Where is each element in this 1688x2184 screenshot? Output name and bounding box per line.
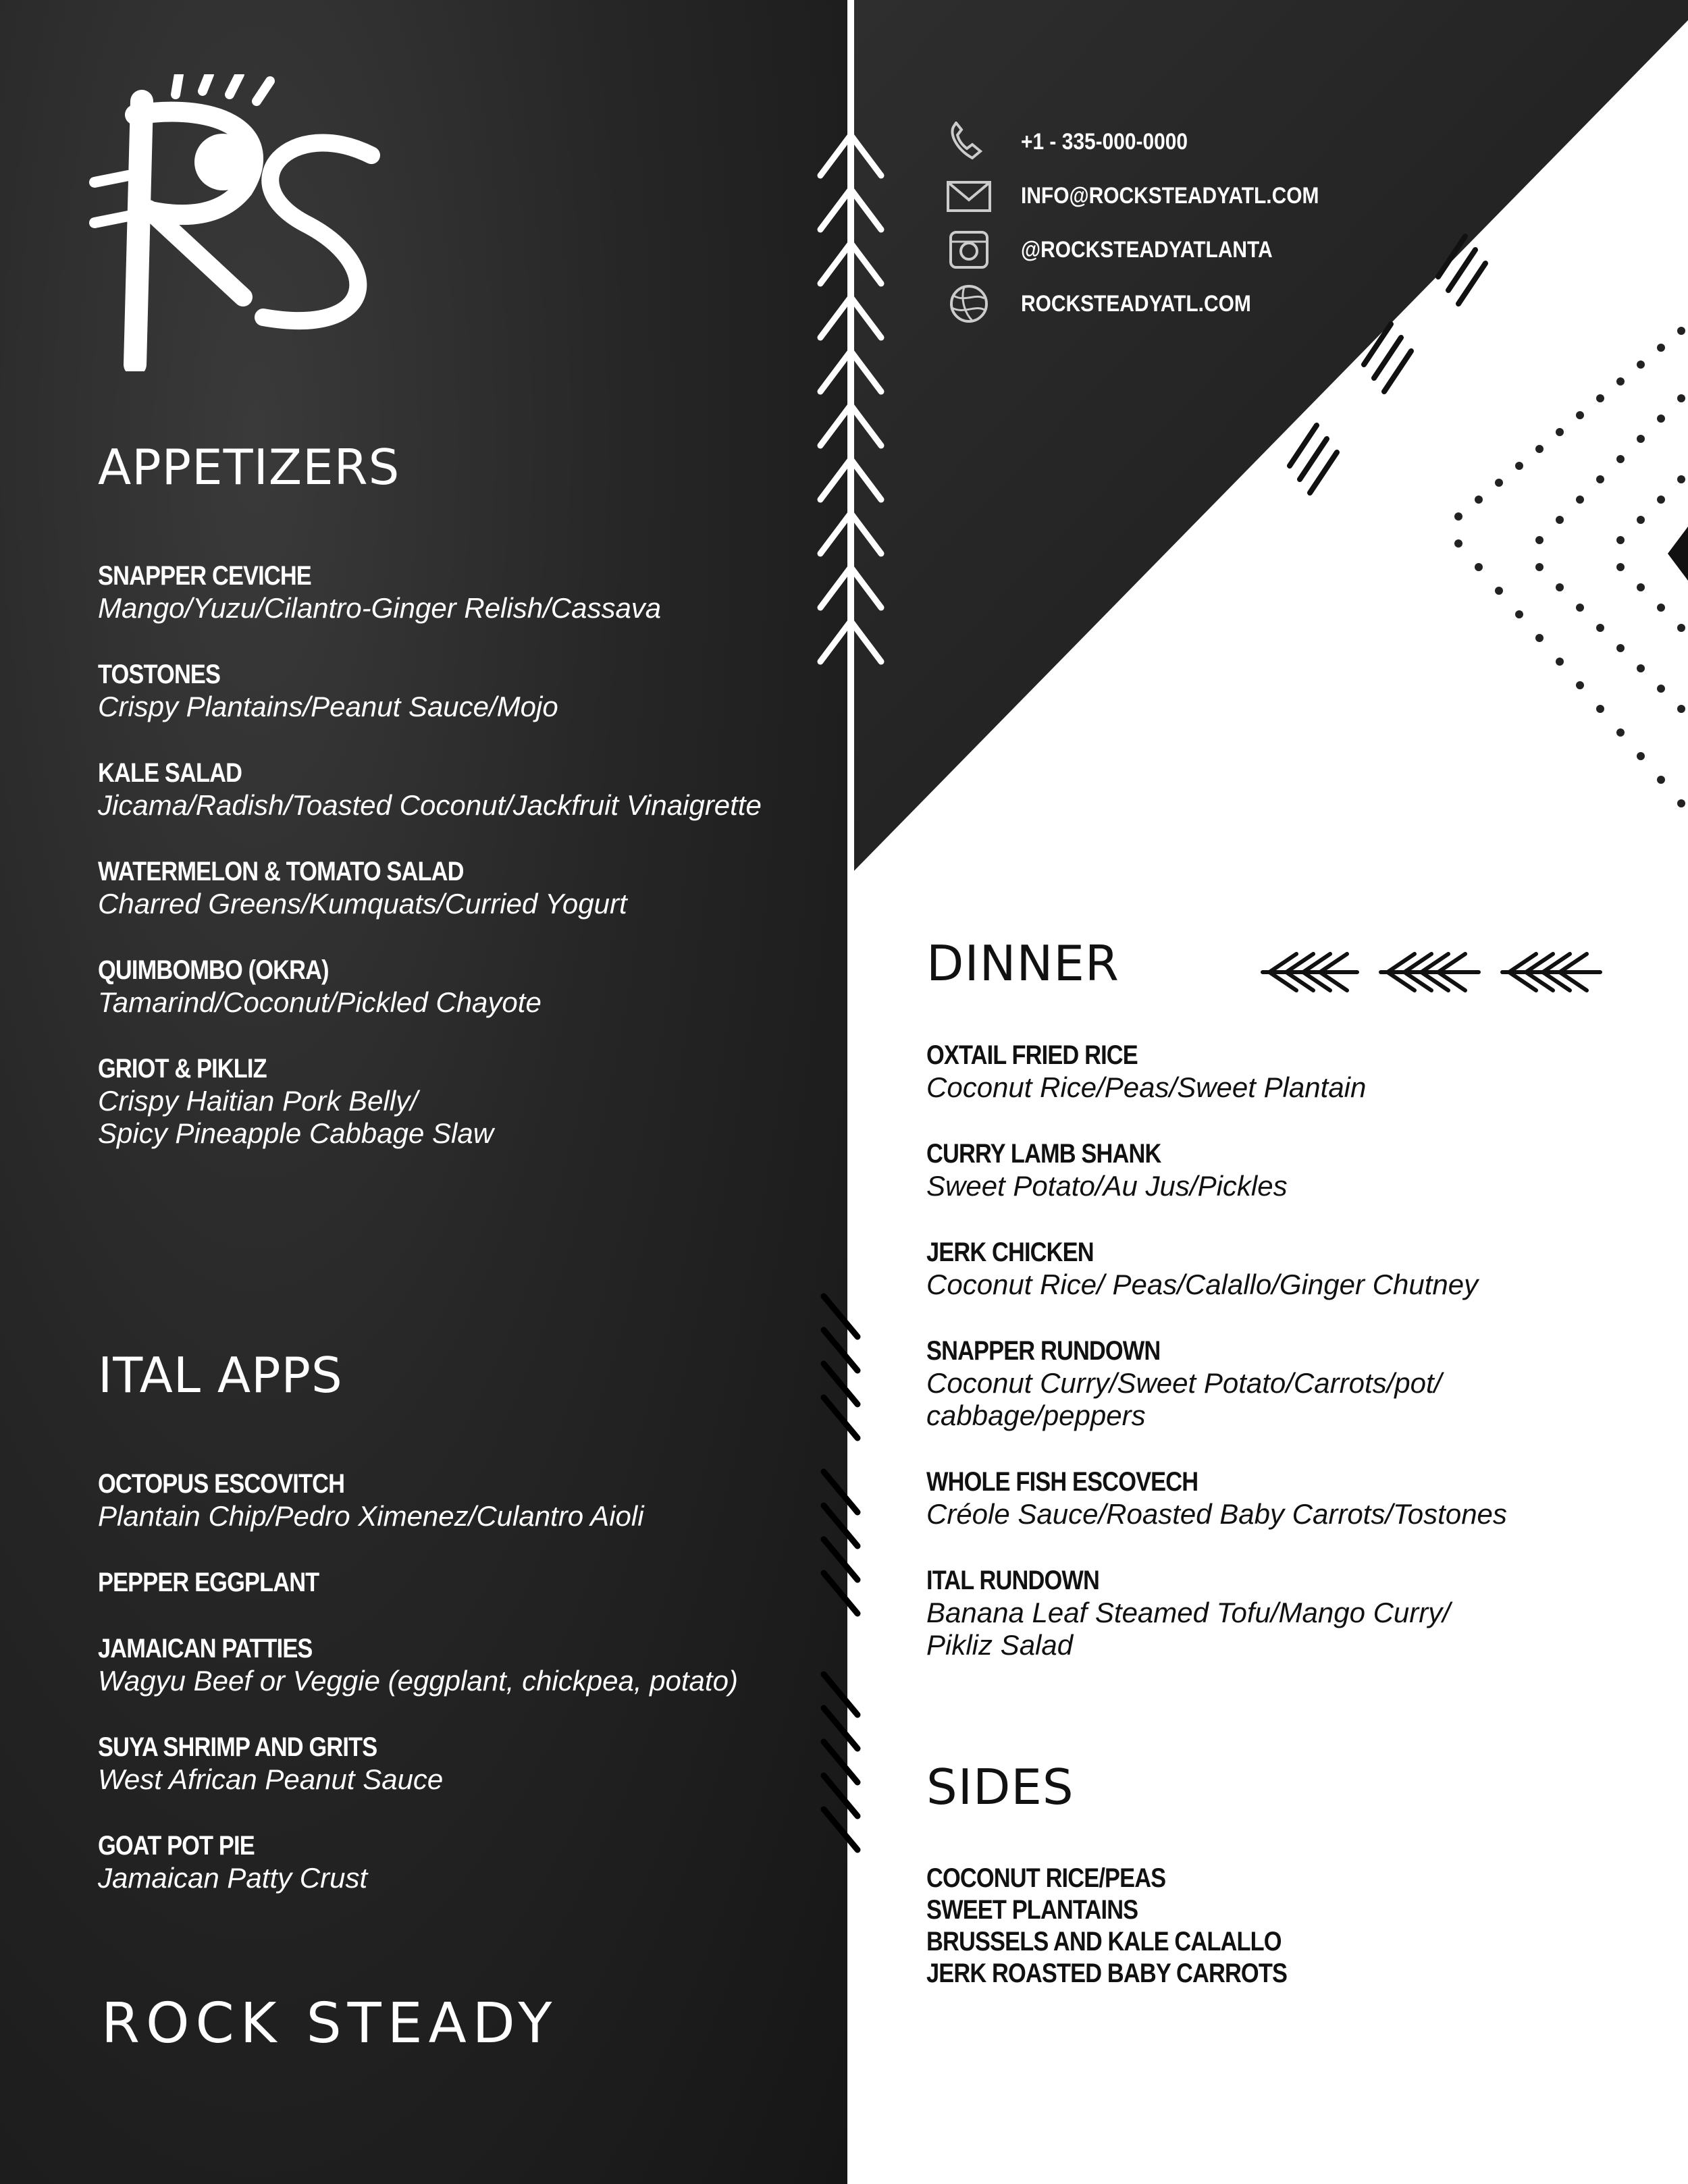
side-item: SWEET PLANTAINS [926,1895,1138,1925]
contact-instagram[interactable] [945,223,1360,277]
menu-item [98,1566,807,1599]
dinner-title: DINNER [926,935,1119,992]
email-text: INFO@ROCKSTEADYATL.COM [1021,182,1319,209]
appetizers-section [98,439,807,1183]
side-item: JERK ROASTED BABY CARROTS [926,1959,1288,1988]
item-description: West African Peanut Sauce [98,1763,444,1795]
item-name: SNAPPER CEVICHE [98,561,311,591]
dotted-pattern-icon [1438,311,1688,824]
website-text: ROCKSTEADYATL.COM [1021,290,1251,317]
sides-title: SIDES [926,1759,1074,1815]
item-description: Sweet Potato/Au Jus/Pickles [926,1170,1288,1202]
item-name: OXTAIL FRIED RICE [926,1040,1138,1070]
menu-item [926,1564,1669,1661]
item-description: Créole Sauce/Roasted Baby Carrots/Tostones [926,1498,1507,1530]
menu-item [98,1731,807,1796]
instagram-icon [945,230,993,270]
item-name: GOAT POT PIE [98,1831,255,1861]
item-description: Mango/Yuzu/Cilantro-Ginger Relish/Cassava [98,592,662,624]
contact-website[interactable] [945,277,1360,331]
menu-item [98,658,807,723]
item-name: JERK CHICKEN [926,1237,1094,1267]
side-item: BRUSSELS AND KALE CALALLO [926,1927,1282,1956]
item-name: PEPPER EGGPLANT [98,1568,319,1597]
item-name: SUYA SHRIMP AND GRITS [98,1732,377,1762]
menu-item [98,1468,807,1533]
dinner-section [926,935,1669,1695]
menu-item [98,855,807,920]
item-description: Coconut Rice/Peas/Sweet Plantain [926,1071,1367,1103]
ital-apps-title: ITAL APPS [98,1347,343,1404]
item-name: TOSTONES [98,660,221,689]
menu-item [98,954,807,1019]
contact-phone[interactable] [945,115,1360,169]
item-name: OCTOPUS ESCOVITCH [98,1469,345,1499]
item-description: Jicama/Radish/Toasted Coconut/Jackfruit Vinaigrette [98,789,762,821]
menu-item [98,560,807,624]
item-description: Crispy Haitian Pork Belly/ Spicy Pineapple Cabbage Slaw [98,1085,494,1149]
left-arrows-icon [1256,949,1607,996]
item-description: Coconut Rice/ Peas/Calallo/Ginger Chutney [926,1269,1479,1300]
mail-icon [945,176,993,216]
instagram-text: @ROCKSTEADYATLANTA [1021,236,1273,263]
rs-logo [88,74,425,371]
appetizers-title: APPETIZERS [98,439,400,496]
item-name: WATERMELON & TOMATO SALAD [98,857,464,886]
item-description: Wagyu Beef or Veggie (eggplant, chickpea, potato) [98,1665,738,1697]
item-description: Jamaican Patty Crust [98,1862,368,1894]
menu-item [926,1138,1669,1202]
menu-item [98,1632,807,1697]
item-description: Charred Greens/Kumquats/Curried Yogurt [98,888,627,920]
item-name: CURRY LAMB SHANK [926,1139,1161,1169]
item-description: Coconut Curry/Sweet Potato/Carrots/pot/ cabbage/peppers [926,1367,1442,1431]
item-name: SNAPPER RUNDOWN [926,1336,1161,1366]
menu-item [98,757,807,822]
phone-text: +1 - 335-000-0000 [1021,128,1188,155]
menu-item [98,1053,807,1150]
item-description: Tamarind/Coconut/Pickled Chayote [98,986,542,1018]
menu-item [926,1039,1669,1104]
menu-item [926,1335,1669,1432]
globe-icon [945,284,993,324]
sides-section [926,1759,1669,1990]
item-name: QUIMBOMBO (OKRA) [98,955,329,985]
item-name: GRIOT & PIKLIZ [98,1054,267,1084]
side-item: COCONUT RICE/PEAS [926,1863,1166,1893]
item-description: Plantain Chip/Pedro Ximenez/Culantro Aioli [98,1500,644,1532]
phone-icon [945,122,993,162]
brand-wordmark: ROCK STEADY [101,1992,558,2056]
item-description: Crispy Plantains/Peanut Sauce/Mojo [98,691,558,722]
item-name: KALE SALAD [98,758,242,788]
chevron-column-icon [797,1283,885,1904]
ital-apps-section [98,1347,807,1928]
menu-item [926,1236,1669,1301]
item-name: JAMAICAN PATTIES [98,1634,313,1663]
contact-list [945,115,1360,331]
item-name: WHOLE FISH ESCOVECH [926,1467,1198,1497]
menu-item [98,1830,807,1894]
contact-email[interactable] [945,169,1360,223]
menu-item [926,1466,1669,1530]
item-description: Banana Leaf Steamed Tofu/Mango Curry/ Pikliz Salad [926,1597,1450,1661]
item-name: ITAL RUNDOWN [926,1566,1099,1595]
